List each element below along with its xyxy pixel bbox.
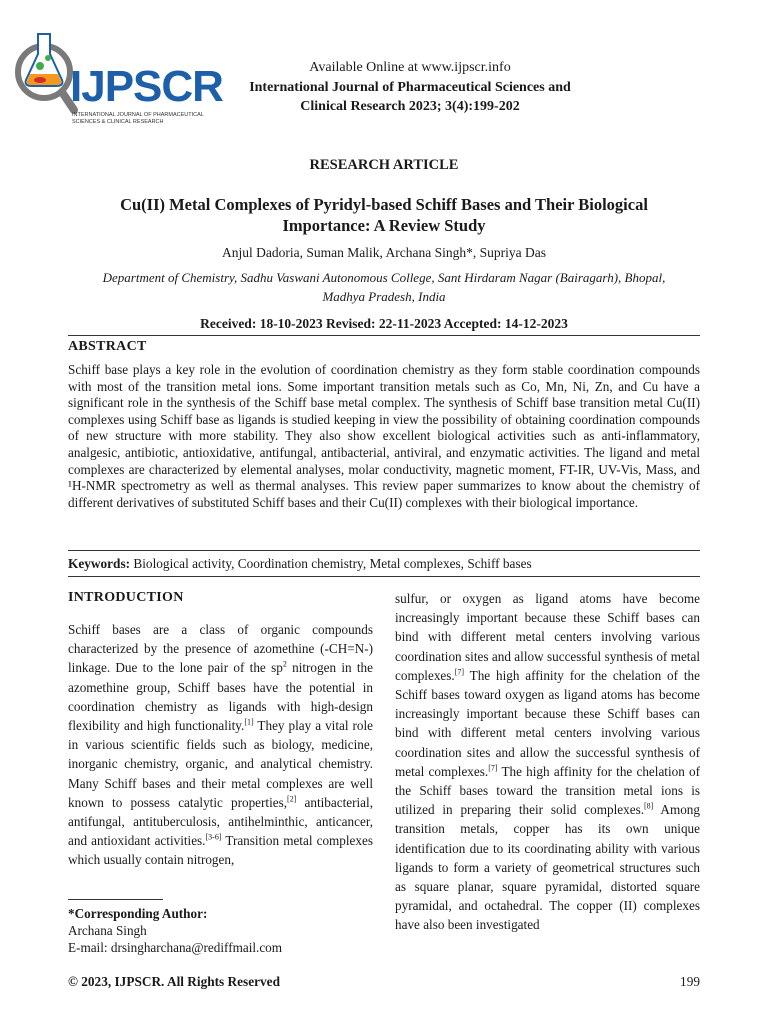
intro-left-column — [68, 620, 373, 870]
journal-logo — [10, 14, 223, 125]
text-run: antibacterial, antifungal, antituberculosis, antihelminthic, anticancer, and antioxidant activities. — [68, 794, 373, 849]
text-run: They play a vital role in various scientific fields such as biology, medicine, inorganic chemistry, organic, and analytical chemistry. Many Schiff bases and their metal complexes are well known to possess catalytic properties, — [68, 718, 374, 810]
keywords-label: Keywords: — [68, 556, 131, 571]
logo-wordmark: IJPSCR — [70, 62, 223, 111]
logo-subtext: INTERNATIONAL JOURNAL OF PHARMACEUTICAL SCIENCES & CLINICAL RESEARCH — [72, 112, 204, 125]
page-footer — [68, 974, 700, 990]
affil-line2: Madhya Pradesh, India — [322, 288, 446, 304]
divider — [68, 576, 700, 577]
text-run: The high affinity for the chelation of the Schiff bases toward the transition metal ions is utilized in preparing their solid complexes. — [395, 763, 701, 818]
abstract-heading: ABSTRACT — [68, 339, 147, 354]
text-run: sulfur, or oxygen as ligand atoms have become increasingly important because these Schiff bases can bind with different metal centers involving various coordination sites and allow successful synthesis of metal complexes. — [395, 591, 700, 683]
abstract-text: Schiff base plays a key role in the evolution of coordination chemistry as they form stable coordination compounds with most of the transition metal ions. Some important transition metals such as Co, Mn, Ni, Zn, and Cu have a significant role in the synthesis of the Schiff base metal complex. The synthesis of Schiff base transition metal Cu(II) complexes using Schiff base as ligands is studied keeping in view the possibility of obtaining coordination compounds of new structure with more stability. They also show excellent biological activities such as anti-inflammatory, analgesic, antibiotic, antioxidative, antifungal, antibacterial, antiviral, and enzymatic activities. The ligand and metal complexes are characterized by elemental analyses, molar conductivity, magnetic moment, FT-IR, UV-Vis, Mass, and ¹H-NMR spectrometry as well as thermal analyses. This review paper summarizes to know about the chemistry of different derivatives of substituted Schiff bases and their Cu(II) complexes with their biological importance. — [68, 362, 700, 510]
title-line2: Importance: A Review Study — [282, 216, 486, 235]
corresponding-email: E-mail: drsingharchana@rediffmail.com — [68, 940, 283, 955]
citation: [7] — [488, 763, 498, 773]
text-run: Schiff bases are a class of organic compounds characterized by the presence of azomethine (-CH=N-) linkage. Due to the lone pair of the sp — [68, 622, 373, 676]
journal-name-line2: Clinical Research 2023; 3(4):199-202 — [300, 99, 520, 114]
footnote-rule — [68, 899, 163, 900]
citation: [2] — [287, 794, 297, 804]
text-run: nitrogen in the azomethine group, Schiff bases have the potential in coordination chemistry as ligands with high-design flexibility and high functionality. — [68, 660, 373, 734]
corresponding-label: *Corresponding Author: — [68, 906, 208, 921]
authors: Anjul Dadoria, Suman Malik, Archana Singh*, Supriya Das — [222, 245, 546, 260]
text-run: Transition metal complexes which usually contain nitrogen, — [68, 833, 373, 868]
online-availability: Available Online at www.ijpscr.info — [309, 60, 511, 75]
keywords — [68, 556, 700, 572]
citation: [1] — [244, 717, 254, 727]
journal-header — [205, 58, 615, 117]
affiliation — [60, 269, 708, 306]
article-type: RESEARCH ARTICLE — [309, 157, 459, 173]
article-title — [0, 194, 768, 236]
superscript: 2 — [282, 660, 287, 670]
corresponding-name: Archana Singh — [68, 923, 147, 938]
affil-line1: Department of Chemistry, Sadhu Vaswani Autonomous College, Sant Hirdaram Nagar (Bairagarh), Bhopal, — [102, 270, 666, 285]
text-run: The high affinity for the chelation of the Schiff bases toward oxygen as ligand atoms has become increasingly important because these Schiff bases can bind with different metal centers involving various coordination sites and allow the successful synthesis of metal complexes. — [395, 667, 700, 779]
citation: [7] — [454, 667, 465, 677]
citation: [3-6] — [205, 832, 222, 842]
introduction-heading: INTRODUCTION — [68, 590, 184, 605]
citation: [8] — [644, 801, 654, 811]
divider — [68, 335, 700, 336]
text-run: Among transition metals, copper has its own unique identification due to its coordinating ability with various ligands to form a variety of geometrical structures such as square planar, square pyramidal, distorted square pyramidal, and octahedral. The copper (II) complexes have also been investigated — [395, 802, 700, 933]
journal-name-line1: International Journal of Pharmaceutical Sciences and — [249, 79, 571, 95]
title-line1: Cu(II) Metal Complexes of Pyridyl-based Schiff Bases and Their Biological — [120, 195, 648, 214]
divider — [68, 550, 700, 551]
keywords-text: Biological activity, Coordination chemistry, Metal complexes, Schiff bases — [130, 556, 532, 571]
corresponding-author — [68, 905, 373, 956]
intro-right-column — [395, 589, 700, 935]
page-number: 199 — [680, 974, 700, 989]
article-dates: Received: 18-10-2023 Revised: 22-11-2023 Accepted: 14-12-2023 — [200, 316, 568, 331]
copyright: © 2023, IJPSCR. All Rights Reserved — [68, 974, 280, 989]
